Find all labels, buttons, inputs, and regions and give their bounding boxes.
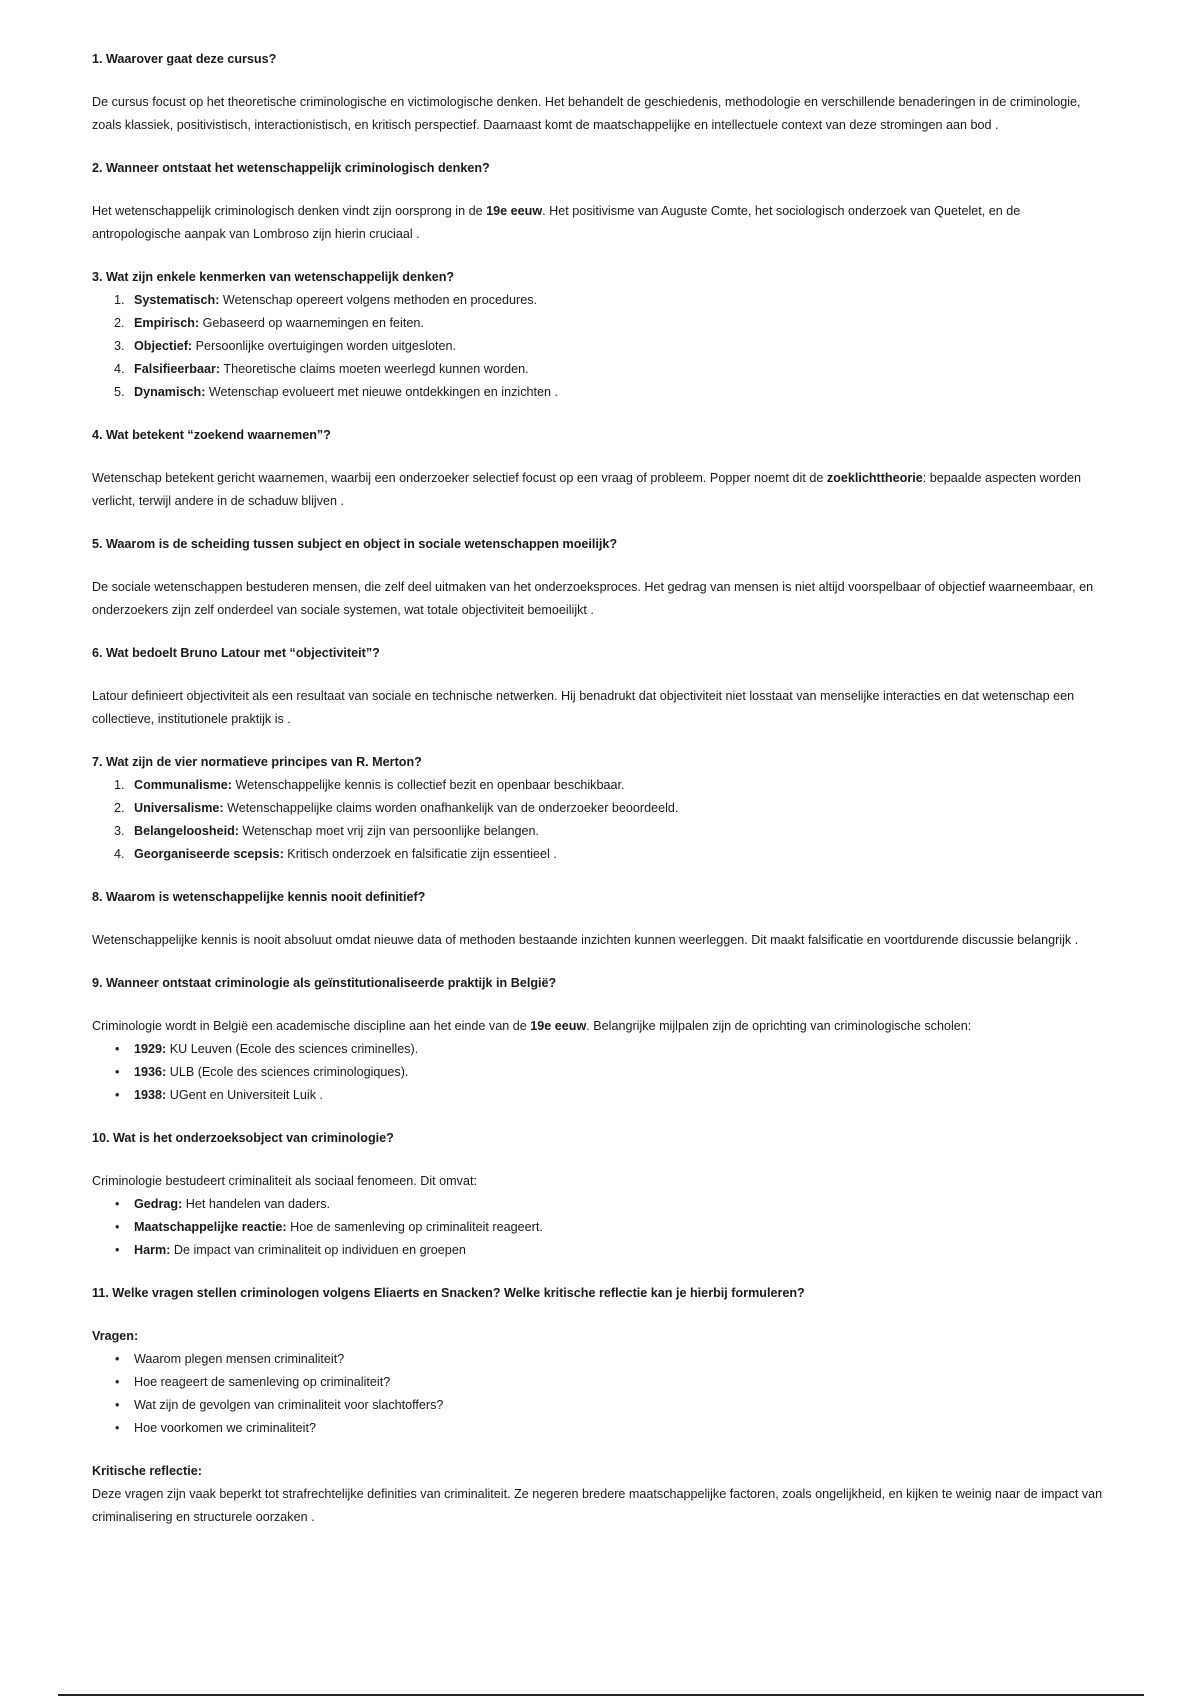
subheading-questions: Vragen:: [92, 1329, 139, 1343]
bullet-icon: •: [115, 1375, 120, 1389]
list-number: 4.: [114, 362, 125, 376]
list-text: Wat zijn de gevolgen van criminaliteit voor slachtoffers?: [134, 1398, 444, 1412]
answer-paragraph: [92, 200, 1107, 246]
question-heading: 3. Wat zijn enkele kenmerken van wetenschappelijk denken?: [92, 270, 455, 284]
list-item: [92, 1348, 1107, 1371]
list-term: Georganiseerde scepsis:: [134, 847, 284, 861]
question-heading: 9. Wanneer ontstaat criminologie als geïnstitutionaliseerde praktijk in België?: [92, 976, 557, 990]
bullet-list: [92, 1348, 1107, 1440]
section-q8: [92, 886, 1107, 952]
numbered-list: [92, 774, 1107, 866]
list-text: Hoe reageert de samenleving op criminaliteit?: [134, 1375, 391, 1389]
section-q9: [92, 972, 1107, 1107]
bullet-icon: •: [115, 1088, 120, 1102]
section-q3: [92, 266, 1107, 404]
list-item: [92, 797, 1107, 820]
list-number: 3.: [114, 339, 125, 353]
list-text: ULB (Ecole des sciences criminologiques).: [166, 1065, 409, 1079]
list-item: [92, 1084, 1107, 1107]
answer-emphasis: 19e eeuw: [486, 204, 543, 218]
question-heading: 7. Wat zijn de vier normatieve principes van R. Merton?: [92, 755, 422, 769]
list-term: Maatschappelijke reactie:: [134, 1220, 287, 1234]
list-item: [92, 381, 1107, 404]
answer-paragraph: Deze vragen zijn vaak beperkt tot strafrechtelijke definities van criminaliteit. Ze negeren bredere maatschappelijke factoren, zoals ongelijkheid, en kijken te weinig naar de impact van criminalisering en structurele oorzaken .: [92, 1487, 1103, 1524]
list-item: [92, 1417, 1107, 1440]
answer-text: : bepaalde aspecten worden verlicht, terwijl andere in de schaduw blijven .: [92, 471, 1081, 508]
list-text: Wetenschap evolueert met nieuwe ontdekkingen en inzichten .: [205, 385, 559, 399]
answer-text: . Belangrijke mijlpalen zijn de oprichting van criminologische scholen:: [586, 1019, 972, 1033]
list-text: Wetenschappelijke claims worden onafhankelijk van de onderzoeker beoordeeld.: [223, 801, 679, 815]
list-item: [92, 843, 1107, 866]
answer-paragraph: Latour definieert objectiviteit als een resultaat van sociale en technische netwerken. Hij benadrukt dat objectiviteit niet losstaat van menselijke interacties en dat wetenschap een collectieve, institutionele praktijk is .: [92, 689, 1075, 726]
list-text: Kritisch onderzoek en falsificatie zijn essentieel .: [283, 847, 557, 861]
list-item: [92, 1371, 1107, 1394]
answer-text: Het wetenschappelijk criminologisch denken vindt zijn oorsprong in de: [92, 204, 487, 218]
bullet-icon: •: [115, 1421, 120, 1435]
answer-paragraph: De cursus focust op het theoretische criminologische en victimologische denken. Het behandelt de geschiedenis, methodologie en verschillende benaderingen in de criminologie, zoals klassiek, positivistisch, interactionistisch, en kritisch perspectief. Daarnaast komt de maatschappelijke en intellectuele context van deze stromingen aan bod .: [92, 95, 1081, 132]
bullet-icon: •: [115, 1065, 120, 1079]
bullet-icon: •: [115, 1398, 120, 1412]
list-item: [92, 820, 1107, 843]
bullet-list: [92, 1193, 1107, 1262]
list-number: 1.: [114, 293, 125, 307]
subheading-reflection: Kritische reflectie:: [92, 1464, 202, 1478]
answer-text: Criminologie wordt in België een academische discipline aan het einde van de: [92, 1019, 531, 1033]
list-text: Wetenschap moet vrij zijn van persoonlijke belangen.: [238, 824, 540, 838]
list-text: Hoe de samenleving op criminaliteit reageert.: [286, 1220, 543, 1234]
page-divider: [58, 1694, 1144, 1696]
list-item: [92, 358, 1107, 381]
question-heading: 6. Wat bedoelt Bruno Latour met “objectiviteit”?: [92, 646, 380, 660]
answer-paragraph: [92, 467, 1107, 513]
bullet-icon: •: [115, 1197, 120, 1211]
list-term: Empirisch:: [134, 316, 200, 330]
list-item: [92, 1239, 1107, 1262]
question-heading: 1. Waarover gaat deze cursus?: [92, 52, 277, 66]
question-heading: 8. Waarom is wetenschappelijke kennis nooit definitief?: [92, 890, 426, 904]
question-heading: 5. Waarom is de scheiding tussen subject en object in sociale wetenschappen moeilijk?: [92, 537, 618, 551]
answer-paragraph: [92, 1015, 1107, 1038]
list-text: UGent en Universiteit Luik .: [166, 1088, 324, 1102]
bullet-icon: •: [115, 1042, 120, 1056]
section-q6: [92, 642, 1107, 731]
list-term: Dynamisch:: [134, 385, 206, 399]
answer-text: . Het positivisme van Auguste Comte, het sociologisch onderzoek van Quetelet, en de antropologische aanpak van Lombroso zijn hierin cruciaal .: [92, 204, 1021, 241]
list-item: [92, 1216, 1107, 1239]
list-text: Waarom plegen mensen criminaliteit?: [134, 1352, 345, 1366]
list-item: [92, 1193, 1107, 1216]
list-text: Persoonlijke overtuigingen worden uitgesloten.: [192, 339, 457, 353]
answer-paragraph: Criminologie bestudeert criminaliteit als sociaal fenomeen. Dit omvat:: [92, 1174, 477, 1188]
bullet-icon: •: [115, 1243, 120, 1257]
list-item: [92, 1061, 1107, 1084]
list-term: 1936:: [134, 1065, 167, 1079]
question-heading: 11. Welke vragen stellen criminologen volgens Eliaerts en Snacken? Welke kritische reflectie kan je hierbij formuleren?: [92, 1286, 805, 1300]
document-page: [92, 48, 1107, 1549]
list-item: [92, 289, 1107, 312]
list-item: [92, 1394, 1107, 1417]
list-number: 4.: [114, 847, 125, 861]
numbered-list: [92, 289, 1107, 404]
list-text: Het handelen van daders.: [182, 1197, 331, 1211]
list-item: [92, 312, 1107, 335]
list-text: De impact van criminaliteit op individuen en groepen: [170, 1243, 466, 1257]
list-term: 1938:: [134, 1088, 167, 1102]
list-number: 5.: [114, 385, 125, 399]
answer-paragraph: Wetenschappelijke kennis is nooit absoluut omdat nieuwe data of methoden bestaande inzichten kunnen weerleggen. Dit maakt falsificatie en voortdurende discussie belangrijk .: [92, 933, 1079, 947]
answer-emphasis: 19e eeuw: [530, 1019, 587, 1033]
list-term: Harm:: [134, 1243, 171, 1257]
list-term: Systematisch:: [134, 293, 220, 307]
answer-emphasis: zoeklichttheorie: [826, 471, 923, 485]
list-term: Falsifieerbaar:: [134, 362, 221, 376]
question-heading: 4. Wat betekent “zoekend waarnemen”?: [92, 428, 331, 442]
bullet-icon: •: [115, 1220, 120, 1234]
list-text: Theoretische claims moeten weerlegd kunnen worden.: [220, 362, 529, 376]
list-term: Communalisme:: [134, 778, 232, 792]
section-q11: [92, 1282, 1107, 1529]
list-number: 3.: [114, 824, 125, 838]
list-term: 1929:: [134, 1042, 167, 1056]
list-term: Gedrag:: [134, 1197, 183, 1211]
list-number: 1.: [114, 778, 125, 792]
section-q5: [92, 533, 1107, 622]
list-item: [92, 1038, 1107, 1061]
section-q10: [92, 1127, 1107, 1262]
list-term: Universalisme:: [134, 801, 224, 815]
section-q2: [92, 157, 1107, 246]
list-text: Gebaseerd op waarnemingen en feiten.: [199, 316, 424, 330]
list-text: Hoe voorkomen we criminaliteit?: [134, 1421, 316, 1435]
list-item: [92, 335, 1107, 358]
bullet-list: [92, 1038, 1107, 1107]
list-text: Wetenschap opereert volgens methoden en procedures.: [219, 293, 538, 307]
answer-paragraph: De sociale wetenschappen bestuderen mensen, die zelf deel uitmaken van het onderzoeksproces. Het gedrag van mensen is niet altijd voorspelbaar of objectief waarneembaar, en onderzoekers zijn zelf onderdeel van sociale systemen, wat totale objectiviteit bemoeilijkt .: [92, 580, 1094, 617]
bullet-icon: •: [115, 1352, 120, 1366]
section-q7: [92, 751, 1107, 866]
section-q4: [92, 424, 1107, 513]
list-text: Wetenschappelijke kennis is collectief bezit en openbaar beschikbaar.: [231, 778, 625, 792]
question-heading: 2. Wanneer ontstaat het wetenschappelijk criminologisch denken?: [92, 161, 490, 175]
list-item: [92, 774, 1107, 797]
list-term: Objectief:: [134, 339, 193, 353]
question-heading: 10. Wat is het onderzoeksobject van criminologie?: [92, 1131, 394, 1145]
list-number: 2.: [114, 801, 125, 815]
list-text: KU Leuven (Ecole des sciences criminelles).: [166, 1042, 419, 1056]
answer-text: Wetenschap betekent gericht waarnemen, waarbij een onderzoeker selectief focust op een vraag of probleem. Popper noemt dit de: [92, 471, 827, 485]
list-number: 2.: [114, 316, 125, 330]
list-term: Belangeloosheid:: [134, 824, 239, 838]
section-q1: [92, 48, 1107, 137]
